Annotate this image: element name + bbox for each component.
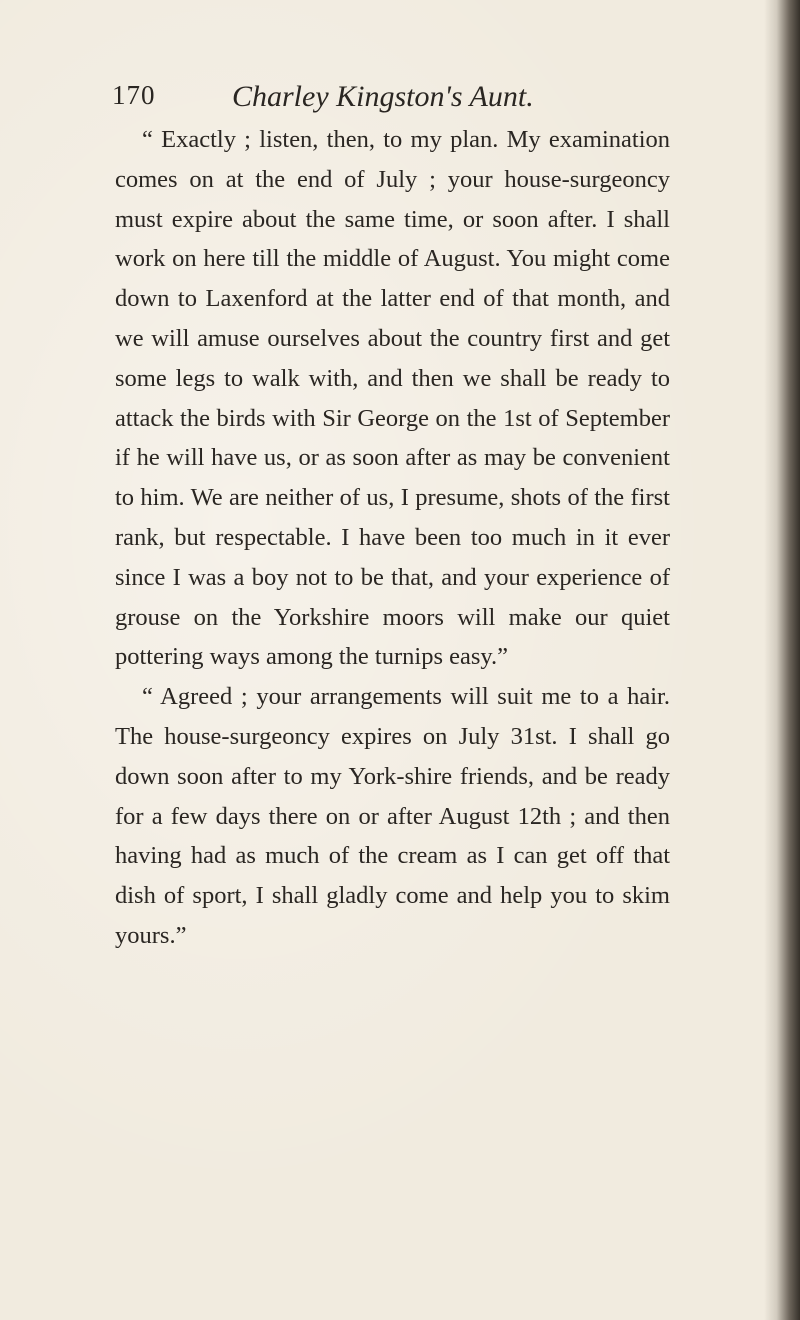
page-number: 170: [112, 80, 156, 110]
page-header: [112, 80, 712, 120]
running-title: Charley Kingston's Aunt.: [232, 80, 534, 113]
page-gutter-shadow: [764, 0, 800, 1320]
body-text: [115, 120, 670, 956]
paragraph-2: “ Agreed ; your arrangements will suit me to a hair. The house-surgeoncy expires on July 31st. I shall go down soon after to my York-shire friends, and be ready for a few days there on or after August 12th ; and then having had as much of the cream as I can get off that dish of sport, I shall gladly come and help you to skim yours.”: [115, 683, 670, 949]
paragraph-1: “ Exactly ; listen, then, to my plan. My examination comes on at the end of July ; your house-surgeoncy must expire about the same time, or soon after. I shall work on here till the middle of August. You might come down to Laxenford at the latter end of that month, and we will amuse ourselves about the country first and get some legs to walk with, and then we shall be ready to attack the birds with Sir George on the 1st of September if he will have us, or as soon after as may be convenient to him. We are neither of us, I presume, shots of the first rank, but respectable. I have been too much in it ever since I was a boy not to be that, and your experience of grouse on the Yorkshire moors will make our quiet pottering ways among the turnips easy.”: [115, 126, 670, 671]
